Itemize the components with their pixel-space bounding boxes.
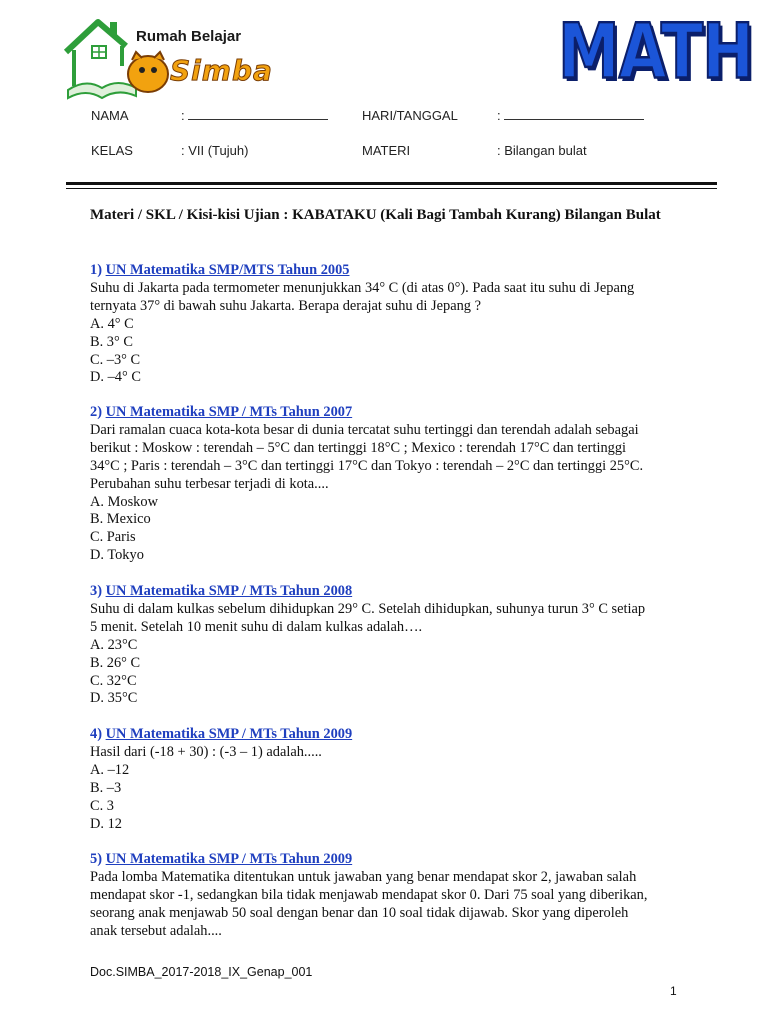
question-number: 5) xyxy=(90,851,102,867)
hari-tanggal-label: HARI/TANGGAL xyxy=(362,108,458,123)
question-text-line: Dari ramalan cuaca kota-kota besar di dunia tercatat suhu tertinggi dan terendah adalah sebagai xyxy=(90,421,639,438)
option-b: B. –3 xyxy=(90,779,122,796)
question-source-link[interactable]: UN Matematika SMP / MTs Tahun 2009 xyxy=(105,851,353,867)
topic-heading: Materi / SKL / Kisi-kisi Ujian : KABATAKU (Kali Bagi Tambah Kurang) Bilangan Bulat xyxy=(90,207,661,223)
nama-label: NAMA xyxy=(91,108,129,123)
question-source-link[interactable]: UN Matematika SMP/MTS Tahun 2005 xyxy=(105,262,350,278)
option-c: C. Paris xyxy=(90,529,136,546)
question-number: 3) xyxy=(90,583,102,599)
nama-field[interactable] xyxy=(181,108,328,123)
question-source-link[interactable]: UN Matematika SMP / MTs Tahun 2008 xyxy=(105,583,353,599)
question-text-line: Pada lomba Matematika ditentukan untuk jawaban yang benar mendapat skor 2, jawaban salah xyxy=(90,868,637,885)
logo-title: Rumah Belajar xyxy=(136,28,242,45)
question-text-line: Hasil dari (-18 + 30) : (-3 – 1) adalah..... xyxy=(90,743,322,760)
question-3 xyxy=(90,583,690,708)
question-text-line: anak tersebut adalah.... xyxy=(90,922,222,939)
header-rule-thick xyxy=(66,182,717,185)
question-2 xyxy=(90,404,690,565)
option-a: A. 23°C xyxy=(90,636,138,653)
header-rule-thin xyxy=(66,188,717,189)
question-text-line: berikut : Moskow : terendah – 5°C dan tertinggi 18°C ; Mexico : terendah 17°C dan tertinggi xyxy=(90,439,627,456)
question-4 xyxy=(90,726,690,833)
kelas-value: : VII (Tujuh) xyxy=(181,143,249,158)
hari-blank-line xyxy=(504,109,644,120)
question-text-line: ternyata 37° di bawah suhu Jakarta. Berapa derajat suhu di Jepang ? xyxy=(90,297,481,314)
question-text-line: Perubahan suhu terbesar terjadi di kota.... xyxy=(90,475,329,492)
option-a: A. –12 xyxy=(90,761,130,778)
page-number: 1 xyxy=(670,984,677,998)
hari-separator: : xyxy=(497,108,501,123)
question-number: 1) xyxy=(90,262,102,278)
option-b: B. Mexico xyxy=(90,511,151,528)
simba-logo xyxy=(62,16,273,100)
nama-blank-line xyxy=(188,109,328,120)
option-a: A. Moskow xyxy=(90,493,158,510)
materi-value: : Bilangan bulat xyxy=(497,143,587,158)
option-b: B. 3° C xyxy=(90,333,133,350)
option-d: D. –4° C xyxy=(90,369,141,386)
option-b: B. 26° C xyxy=(90,654,141,671)
option-d: D. 12 xyxy=(90,815,122,832)
question-5 xyxy=(90,851,690,941)
option-d: D. Tokyo xyxy=(90,547,144,564)
materi-label: MATERI xyxy=(362,143,411,158)
question-number: 4) xyxy=(90,726,102,742)
question-text-line: 5 menit. Setelah 10 menit suhu di dalam kulkas adalah…. xyxy=(90,618,423,635)
document-id: Doc.SIMBA_2017-2018_IX_Genap_001 xyxy=(90,965,313,979)
kelas-label: KELAS xyxy=(91,143,133,158)
question-text-line: 34°C ; Paris : terendah – 3°C dan tertinggi 17°C dan Tokyo : terendah – 2°C dan tertinggi 25°C. xyxy=(90,457,644,474)
hari-tanggal-field[interactable] xyxy=(497,108,644,123)
logo-wordmark: Simba xyxy=(170,54,273,87)
question-text-line: mendapat skor -1, sedangkan bila tidak menjawab mendapat skor 0. Dari 75 soal yang diberikan, xyxy=(90,886,648,903)
option-a: A. 4° C xyxy=(90,315,134,332)
question-text-line: Suhu di Jakarta pada termometer menunjukkan 34° C (di atas 0°). Pada saat itu suhu di Jepang xyxy=(90,279,635,296)
question-source-link[interactable]: UN Matematika SMP / MTs Tahun 2009 xyxy=(105,726,353,742)
question-source-link[interactable]: UN Matematika SMP / MTs Tahun 2007 xyxy=(105,404,353,420)
question-1 xyxy=(90,262,690,387)
math-badge: MATH xyxy=(558,6,754,96)
question-number: 2) xyxy=(90,404,102,420)
option-d: D. 35°C xyxy=(90,690,138,707)
question-text-line: Suhu di dalam kulkas sebelum dihidupkan 29° C. Setelah dihidupkan, suhunya turun 3° C setiap xyxy=(90,600,646,617)
nama-separator: : xyxy=(181,108,185,123)
option-c: C. 3 xyxy=(90,797,114,814)
option-c: C. –3° C xyxy=(90,351,141,368)
question-text-line: seorang anak menjawab 50 soal dengan benar dan 10 soal tidak dijawab. Skor yang diperoleh xyxy=(90,904,629,921)
option-c: C. 32°C xyxy=(90,672,137,689)
